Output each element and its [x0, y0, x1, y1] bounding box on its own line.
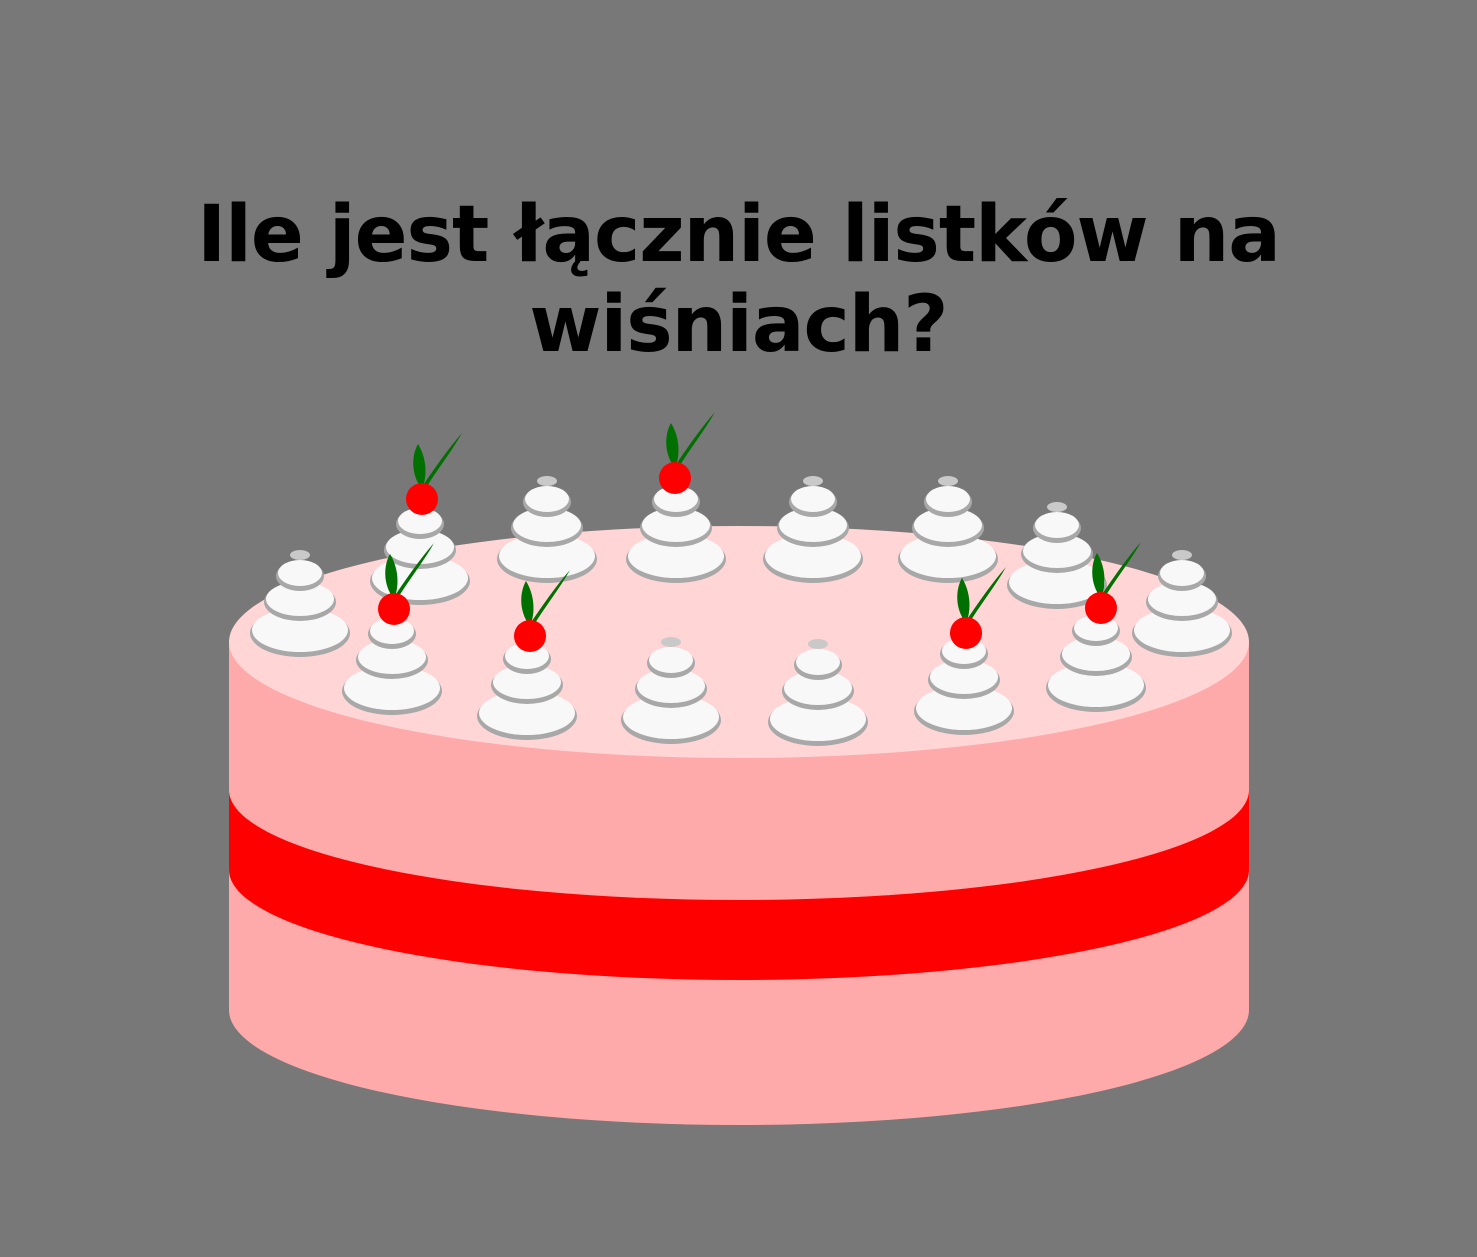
- cherry-with-leaves: [659, 412, 715, 494]
- question-title: Ile jest łącznie listków na wiśniach?: [197, 190, 1280, 370]
- leaf-icon: [675, 412, 715, 470]
- cherry: [378, 593, 410, 625]
- cream-tier: [649, 647, 693, 673]
- cream-tier: [926, 486, 970, 512]
- leaf-icon: [666, 423, 678, 468]
- cream-dollop: [1007, 502, 1107, 609]
- leaf-icon: [422, 433, 462, 491]
- cream-tip: [537, 476, 557, 486]
- cherry: [1085, 592, 1117, 624]
- cream-dollop: [763, 476, 863, 583]
- cherry: [514, 620, 546, 652]
- cream-tip: [290, 550, 310, 560]
- cream-tip: [803, 476, 823, 486]
- cherry-with-leaves: [406, 433, 462, 515]
- cream-dollop: [898, 476, 998, 583]
- cream-tier: [791, 486, 835, 512]
- cherry: [659, 462, 691, 494]
- cream-tier: [1035, 512, 1079, 538]
- cherry: [406, 483, 438, 515]
- cream-tip: [938, 476, 958, 486]
- cream-tip: [1172, 550, 1192, 560]
- cream-dollop: [497, 476, 597, 583]
- cream-tier: [525, 486, 569, 512]
- cream-dollop: [1132, 550, 1232, 657]
- cream-tier: [278, 560, 322, 586]
- leaf-icon: [413, 444, 425, 489]
- cream-tier: [1160, 560, 1204, 586]
- cream-dollop: [250, 550, 350, 657]
- cherry: [950, 617, 982, 649]
- cream-tip: [1047, 502, 1067, 512]
- cream-tier: [796, 649, 840, 675]
- cream-tip: [661, 637, 681, 647]
- cream-tip: [808, 639, 828, 649]
